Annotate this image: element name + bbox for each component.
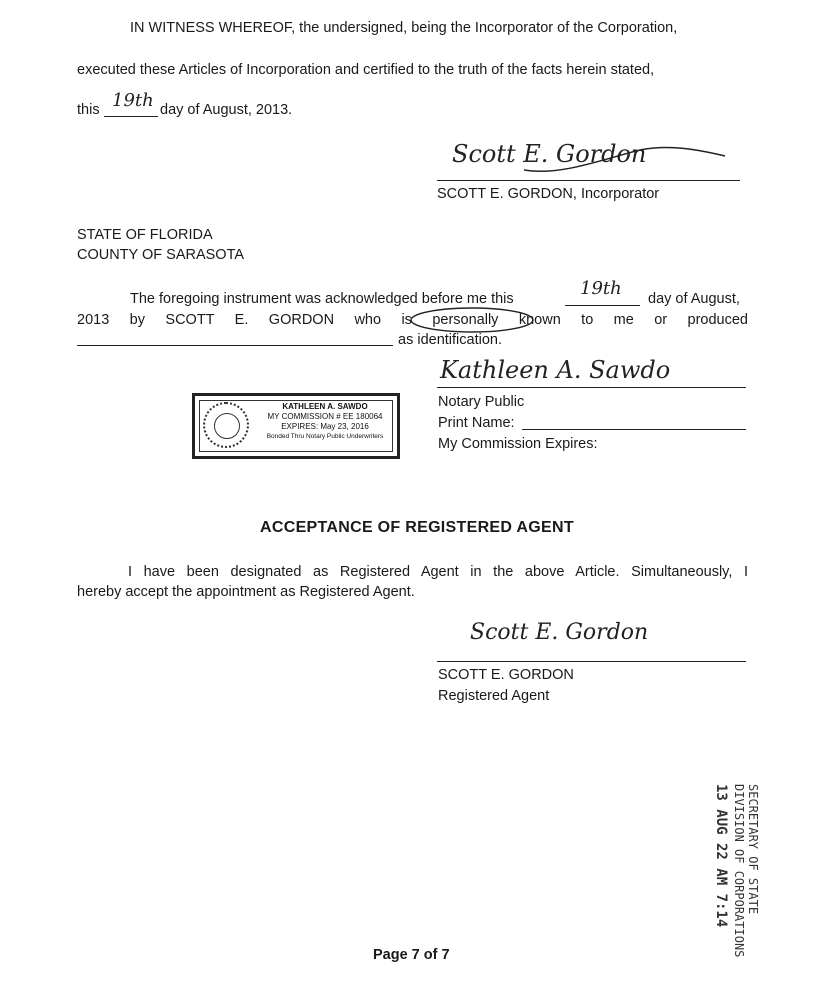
ack-line-1-start: The foregoing instrument was acknowledged before me this [130,291,514,307]
venue-state: STATE OF FLORIDA [77,227,213,243]
stamp-commission: MY COMMISSION # EE 180064 [267,412,383,421]
witness-line-1: IN WITNESS WHEREOF, the undersigned, being the Incorporator of the Corporation, [130,20,678,36]
filing-stamp-line-2: DIVISION OF CORPORATIONS [732,784,746,958]
acceptance-para-line-2: hereby accept the appointment as Registered Agent. [77,584,415,600]
filing-stamp-line-1: SECRETARY OF STATE [746,784,760,915]
incorporator-signature-line [437,180,740,181]
stamp-bonded: Bonded Thru Notary Public Underwriters [266,433,384,440]
notary-signature-line [437,387,746,388]
stamp-expires: EXPIRES: May 23, 2016 [281,422,369,431]
acceptance-heading: ACCEPTANCE OF REGISTERED AGENT [260,519,574,536]
witness-day-suffix: day of August, 2013. [160,102,293,118]
filing-stamp [700,784,760,984]
notary-stamp-text [255,402,395,442]
witness-day-blank [104,116,158,117]
incorporator-signature: Scott E. Gordon [452,140,647,168]
ack-line-1-end: day of August, [648,291,740,307]
ack-day-blank [565,305,640,306]
filing-stamp-date: 13 AUG 22 AM 7:14 [713,784,729,928]
venue-county: COUNTY OF SARASOTA [77,247,245,263]
ack-day-handwritten: 19th [580,278,622,299]
agent-signature-line [437,661,746,662]
notary-print-name-label: Print Name: [438,415,515,431]
ack-line-2: 2013 by SCOTT E. GORDON who is personally known to me or produced [77,312,748,328]
notary-signature: Kathleen A. Sawdo [440,356,671,384]
witness-this-label: this [77,102,100,118]
notary-stamp [192,393,400,459]
agent-signature: Scott E. Gordon [470,620,649,645]
incorporator-signature-flourish [520,140,730,180]
acceptance-para-line-1: I have been designated as Registered Agent in the above Article. Simultaneously, I [128,564,748,580]
notary-commission-label: My Commission Expires: [438,436,598,452]
ack-produced-blank [77,345,393,346]
agent-name: SCOTT E. GORDON [438,667,574,683]
notary-seal-icon [203,402,249,448]
witness-day-handwritten: 19th [112,90,154,111]
ack-line-3-suffix: as identification. [398,332,502,348]
page-number: Page 7 of 7 [373,947,450,963]
incorporator-caption: SCOTT E. GORDON, Incorporator [437,186,660,202]
notary-title: Notary Public [438,394,525,410]
agent-role: Registered Agent [438,688,550,704]
witness-line-2: executed these Articles of Incorporation and certified to the truth of the facts herein stated, [77,62,655,78]
stamp-name: KATHLEEN A. SAWDO [282,402,368,411]
notary-print-name-line [522,429,746,430]
